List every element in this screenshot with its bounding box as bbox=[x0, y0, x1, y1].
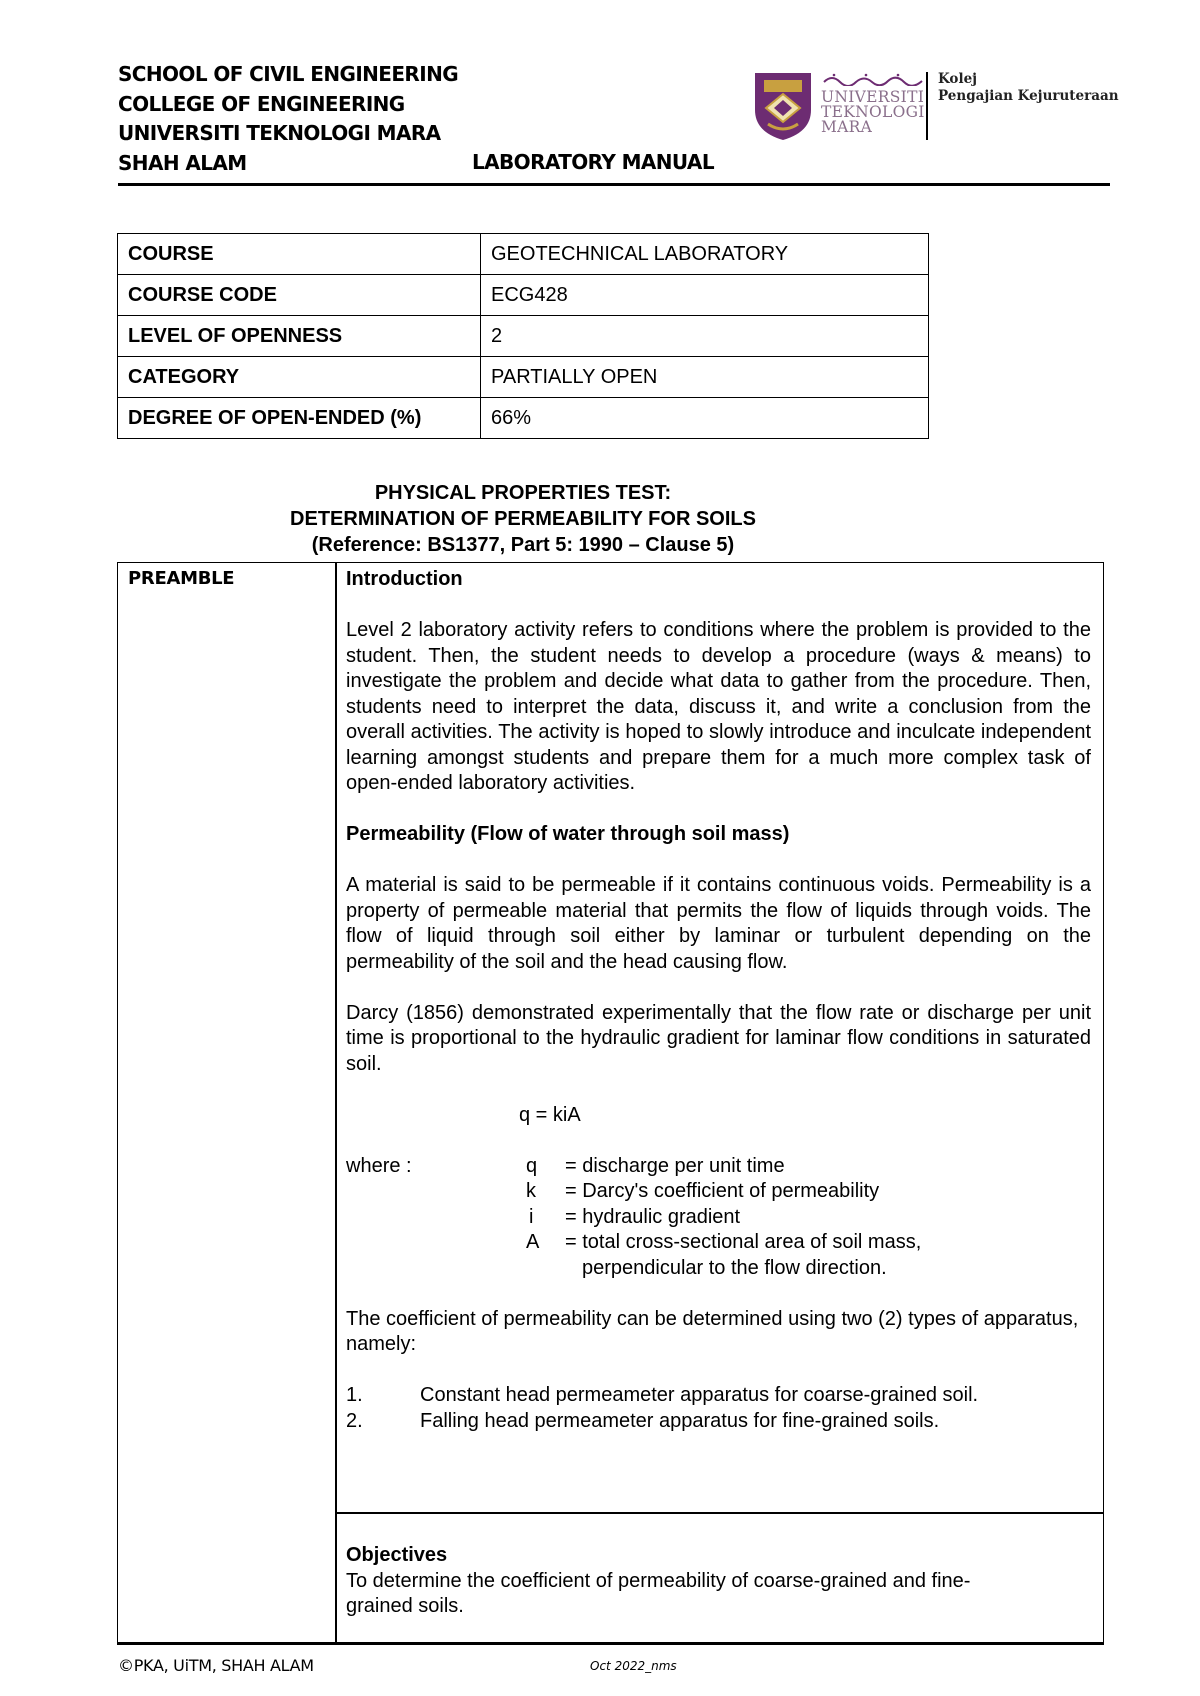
variable-description: = hydraulic gradient bbox=[565, 1205, 741, 1228]
variable-description: = total cross-sectional area of soil mass, bbox=[565, 1231, 922, 1253]
header-line: COLLEGE OF ENGINEERING bbox=[118, 91, 405, 116]
variable-row bbox=[346, 1256, 1091, 1282]
variable-description-continued: perpendicular to the flow direction. bbox=[582, 1256, 887, 1279]
university-name bbox=[821, 90, 925, 135]
objectives-heading: Objectives bbox=[346, 1544, 448, 1566]
row-label: DEGREE OF OPEN-ENDED (%) bbox=[118, 398, 481, 439]
variable-description: = discharge per unit time bbox=[565, 1154, 785, 1177]
row-value: 66% bbox=[481, 398, 929, 439]
list-number: 1. bbox=[346, 1384, 363, 1406]
header-line: UNIVERSITI TEKNOLOGI MARA bbox=[118, 121, 441, 145]
variable-row bbox=[346, 1154, 1091, 1180]
crest-icon bbox=[752, 70, 814, 142]
document-title bbox=[117, 480, 929, 558]
row-value: ECG428 bbox=[481, 275, 929, 316]
variable-symbol: q bbox=[526, 1154, 538, 1177]
logo-separator bbox=[926, 72, 928, 140]
row-label: LEVEL OF OPENNESS bbox=[118, 316, 481, 357]
institution-header bbox=[118, 60, 714, 178]
preamble-label: PREAMBLE bbox=[128, 568, 235, 589]
list-text: Falling head permeameter apparatus for fine-grained soils. bbox=[420, 1409, 940, 1432]
permeability-heading: Permeability (Flow of water through soil mass) bbox=[346, 823, 790, 845]
jawi-script-icon bbox=[822, 72, 928, 86]
table-row bbox=[118, 275, 929, 316]
intro-paragraph: Level 2 laboratory activity refers to conditions where the problem is provided to the student. Then, the student needs to develop a procedure (ways & means) to investigate the problem and decide what data to gather from the procedure. Then, students need to interpret the data, discuss it, and write a conclusion from the overall activities. The activity is hoped to slowly introduce and inculcate independent learning amongst students and prepare them for a much more complex task of open-ended laboratory activities. bbox=[346, 619, 1091, 794]
intro-heading: Introduction bbox=[346, 568, 463, 590]
objectives-section bbox=[346, 1543, 1091, 1620]
title-line: DETERMINATION OF PERMEABILITY FOR SOILS bbox=[290, 508, 756, 530]
list-item bbox=[346, 1409, 1091, 1435]
uitm-logo bbox=[752, 70, 1124, 142]
title-line: PHYSICAL PROPERTIES TEST: bbox=[374, 482, 672, 504]
permeability-paragraph: A material is said to be permeable if it contains continuous voids. Permeability is a property of permeable material that permits the flow of liquids through voids. The flow of liquid through soil either by laminar or turbulent depending on the permeability of the soil and the head causing flow. bbox=[346, 874, 1091, 973]
row-value: 2 bbox=[481, 316, 929, 357]
variable-symbol: k bbox=[526, 1180, 536, 1202]
variable-symbol: A bbox=[526, 1231, 540, 1253]
table-row bbox=[118, 316, 929, 357]
header-divider bbox=[118, 183, 1110, 186]
table-row bbox=[118, 398, 929, 439]
course-info-table bbox=[117, 233, 929, 439]
college-line: Kolej bbox=[938, 71, 978, 87]
preamble-content bbox=[346, 567, 1091, 1434]
header-line: SCHOOL OF CIVIL ENGINEERING bbox=[118, 62, 459, 86]
list-number: 2. bbox=[346, 1409, 363, 1432]
list-text: Constant head permeameter apparatus for coarse-grained soil. bbox=[420, 1384, 979, 1406]
table-row bbox=[118, 357, 929, 398]
college-line: Pengajian Kejuruteraan bbox=[938, 88, 1119, 104]
variable-row bbox=[346, 1230, 1091, 1256]
row-label: COURSE CODE bbox=[118, 275, 481, 316]
header-line: SHAH ALAM bbox=[118, 150, 247, 175]
university-line: UNIVERSITI bbox=[821, 88, 925, 106]
darcy-paragraph: Darcy (1856) demonstrated experimentally that the flow rate or discharge per unit time is proportional to the hydraulic gradient for laminar flow conditions in saturated soil. bbox=[346, 1001, 1091, 1075]
table-row bbox=[118, 234, 929, 275]
footer-copyright: ©PKA, UiTM, SHAH ALAM bbox=[118, 1656, 314, 1675]
college-name bbox=[938, 71, 1119, 105]
apparatus-intro: The coefficient of permeability can be determined using two (2) types of apparatus, namely: bbox=[346, 1307, 1079, 1355]
university-line: MARA bbox=[821, 118, 873, 136]
row-label: CATEGORY bbox=[118, 357, 481, 398]
list-item bbox=[346, 1383, 1091, 1409]
row-value: GEOTECHNICAL LABORATORY bbox=[481, 234, 929, 275]
university-line: TEKNOLOGI bbox=[821, 103, 925, 121]
variable-row bbox=[346, 1205, 1091, 1231]
where-label: where : bbox=[346, 1154, 412, 1177]
objectives-text-line: grained soils. bbox=[346, 1595, 464, 1617]
darcy-equation: q = kiA bbox=[519, 1103, 581, 1126]
variable-description: = Darcy's coefficient of permeability bbox=[565, 1180, 880, 1202]
variable-symbol: i bbox=[529, 1205, 534, 1228]
row-value: PARTIALLY OPEN bbox=[481, 357, 929, 398]
title-reference: (Reference: BS1377, Part 5: 1990 – Clause 5) bbox=[311, 534, 735, 556]
footer-date: Oct 2022_nms bbox=[590, 1659, 677, 1673]
row-divider bbox=[335, 1512, 1104, 1514]
objectives-text-line: To determine the coefficient of permeability of coarse-grained and fine- bbox=[346, 1569, 971, 1592]
manual-label: LABORATORY MANUAL bbox=[472, 150, 714, 174]
row-label: COURSE bbox=[118, 234, 481, 275]
variable-row bbox=[346, 1179, 1091, 1205]
column-divider bbox=[335, 562, 337, 1644]
